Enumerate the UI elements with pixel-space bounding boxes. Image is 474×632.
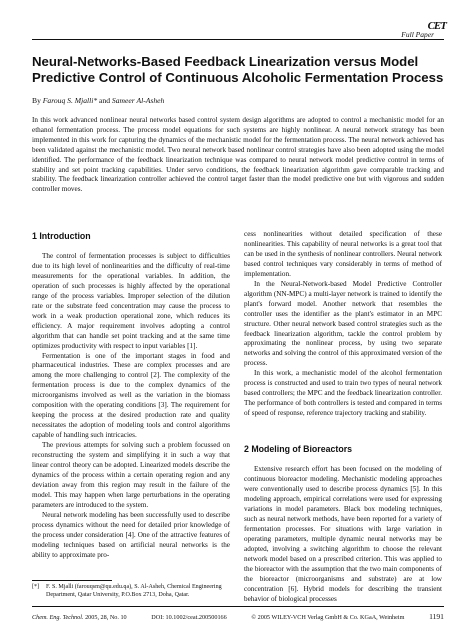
journal-logo: CET [427,20,446,32]
intro-paragraph: In the Neural-Network-based Model Predictive Controller algorithm (NN-MPC) a multi-layer network is trained to identify the plant's forward model. Another network that resembles the controller uses the identifier as the plant's estimator in an MPC structure. Other neural network based control strategies such as the feedback linearization algorithm, tackle the control problem by approximating the nonlinear process, by using two separate networks and solving the control of this approximated version of the process. [244,279,442,368]
intro-paragraph: cess nonlinearities without detailed specification of these nonlinearities. This capability of neural networks is a great tool that can be used in the synthesis of nonlinear controllers. Neural network based control techniques vary considerably in terms of method of implementation. [244,230,442,278]
abstract: In this work advanced nonlinear neural networks based control system design algorithms are adopted to control a mechanistic model for an ethanol fermentation process. The process model equations for such systems are highly nonlinear. A neural network strategy has been implemented in this work for capturing the dynamics of the mechanistic model for the fermentation process. The neural network achieved has been validated against the mechanistic model. Two neural network based nonlinear control strategies have also been adopted using the model identified. The performance of the feedback linearization technique was compared to neural network model predictive control in terms of stability and set point tracking capabilities. Under servo conditions, the feedback linearization algorithm gave comparable tracking and stability. The feedback linearization controller achieved the control target faster than the model predictive one but with vigorous and sudden controller moves. [32,116,444,194]
intro-paragraph: Fermentation is one of the important stages in food and pharmaceutical industries. These are complex processes and are among the more challenging to control [2]. The complexity of the fermentation process is due to the complex dynamics of the microorganisms involved as well as the variation in the biomass composition with the operating conditions [3]. The requirement for keeping the process at the desired production rate and quality necessitates the adoption of modeling tools and control algorithms capable of handling such intricacies. [32,351,230,440]
section-gap [244,419,442,443]
footnote-rule [32,580,112,581]
intro-paragraph: Neural network modeling has been successfully used to describe process dynamics without the need for detailed prior knowledge of the process under consideration [4]. One of the attractive features of modeling techniques based on artificial neural networks is the ability to approximate pro- [32,510,230,559]
footer-copyright: © 2005 WILEY-VCH Verlag GmbH & Co. KGaA, Weinheim [251,614,405,621]
author-2: Sameer Al-Asheh [111,96,165,105]
footnote-mark: [*] [32,584,40,590]
footer-citation [32,614,127,621]
intro-paragraph: In this work, a mechanistic model of the alcohol fermentation process is constructed and used to train two types of neural network based controllers; the MPC and the feedback linearization controller. The performance of both controllers is tested and compared in terms of speed of response, reference trajectory tracking and stability. [244,369,442,418]
page-number: 1191 [429,612,444,621]
author-by: By [32,96,41,105]
paper-title: Neural-Networks-Based Feedback Linearization versus Model Predictive Control of Continuous Alcoholic Fermentation Process [32,54,444,85]
page-footer [32,612,444,621]
header-rule [32,39,444,40]
author-line [32,96,444,105]
author-and: and [99,96,111,105]
right-column [244,230,442,604]
section-heading-introduction: 1 Introduction [32,231,91,241]
footer-doi: DOI: 10.1002/ceat.200500166 [151,614,227,621]
footer-journal: Chem. Eng. Technol. [32,614,84,621]
author-1: Farouq S. Mjalli* [42,96,98,105]
intro-paragraph: The control of fermentation processes is subject to difficulties due to its high level of nonlinearities and the difficulty of real-time measurements for the operational variables. In addition, the operation of such processes is highly affected by the operational range of the process variables. Improper selection of the dilution rate or the substrate feed concentration may cause the process to work in a weak production operational zone, which reduces its efficiency. A major requirement involves adopting a control algorithm that can handle set point tracking and at the same time optimizes productivity with respect to input variables [1]. [32,252,230,350]
footnote-text: F. S. Mjalli (farouqsm@qu.edu.qa), S. Al-Asheh, Chemical Engineering Department, Qatar University, P.O.Box 2713, Doha, Qatar. [46,584,222,598]
footer-volume: 2005, 28, No. 10 [85,614,127,621]
running-header: Full Paper [401,30,434,39]
section-heading-modeling: 2 Modeling of Bioreactors [244,444,353,455]
author-footnote [32,584,230,599]
intro-paragraph: The previous attempts for solving such a problem focussed on reconstructing the system and simplifying it in such a way that linear control theory can be adopted. Linearized models describe the dynamics of the process within a certain operating region and any deviation away from this region may result in the failure of the model. This may happen when large perturbations in the operating parameters are introduced to the system. [32,441,230,509]
footer-rule [32,606,444,607]
left-column [32,230,230,561]
modeling-paragraph: Extensive research effort has been focused on the modeling of continuous bioreactor modeling. Mechanistic modeling approaches were conventionally used to describe process dynamics [5]. In this modeling approach, empirical correlations were used for expressing variations in model parameters. Black box modeling techniques, such as neural network methods, have been reported for a variety of fermentation processes. For situations with large variation in operating parameters, multiple dynamic neural networks may be adopted, involving a switching algorithm to choose the relevant network model based on a prescribed criterion. This was applied to the bioreactor with the assumption that the two main components of the bioreactor (microorganisms and substrate) are at low concentration [6]. Hybrid models for describing the transient behavior of biological processes [244,465,442,603]
